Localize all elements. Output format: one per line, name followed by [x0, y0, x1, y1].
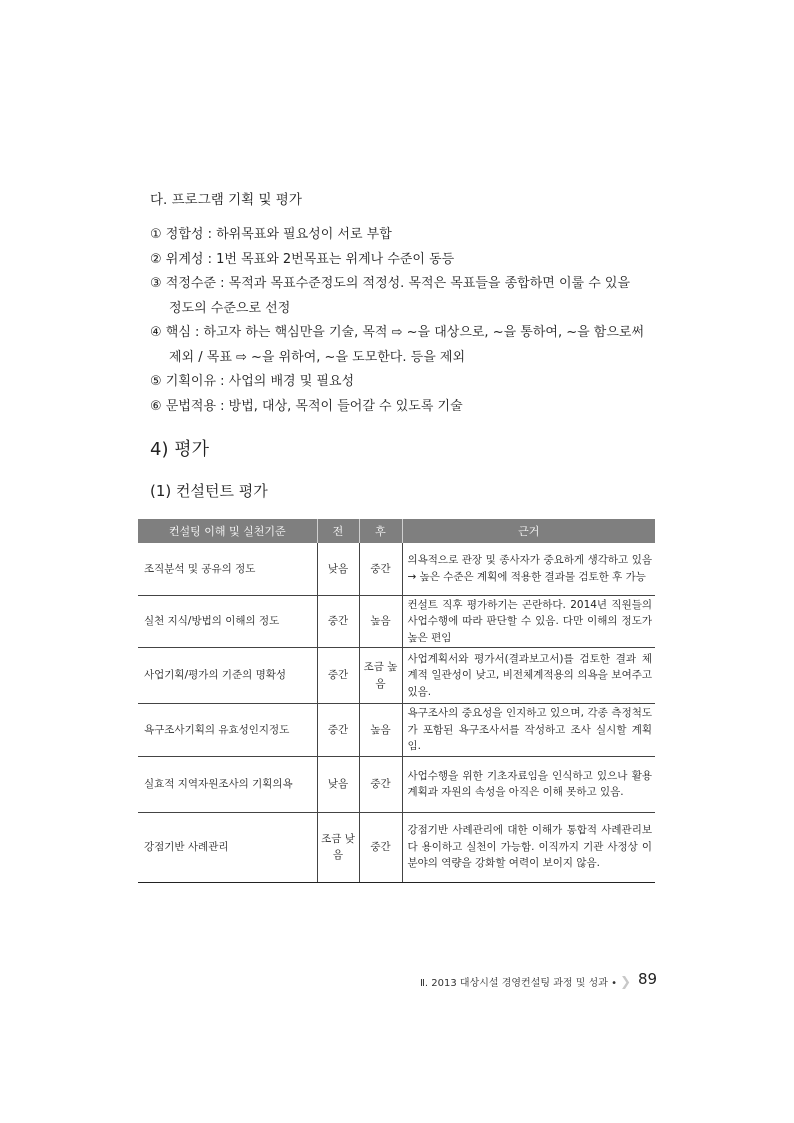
criteria-item-continuation: 제외 / 목표 ⇨ ~을 위하여, ~을 도모한다. 등을 제외: [169, 349, 465, 365]
subsection-title: (1) 컨설턴트 평가: [150, 482, 268, 500]
criterion-cell: 사업기획/평가의 기준의 명확성: [138, 648, 317, 704]
header-basis: 근거: [402, 519, 655, 543]
criteria-item: ④ 핵심 : 하고자 하는 핵심만을 기술, 목적 ⇨ ~을 대상으로, ~을 통하여, ~을 함으로써 제외 / 목표 ⇨ ~을 위하여, ~을 도모한다. 등을 제외: [150, 321, 670, 370]
after-cell: 중간: [359, 756, 402, 812]
header-before: 전: [317, 519, 359, 543]
after-cell: 중간: [359, 812, 402, 882]
criteria-list: [150, 223, 670, 419]
basis-cell: 사업계획서와 평가서(결과보고서)를 검토한 결과 체계적 일관성이 낮고, 비전체계적용의 의욕을 보여주고 있음.: [402, 648, 655, 704]
section-4-title: 4) 평가: [150, 439, 209, 460]
table-row: [138, 595, 655, 648]
table-row: [138, 543, 655, 595]
page-number: 89: [638, 970, 658, 988]
before-cell: 낮음: [317, 543, 359, 595]
criterion-cell: 실효적 지역자원조사의 기획의욕: [138, 756, 317, 812]
basis-cell: 의욕적으로 관장 및 종사자가 중요하게 생각하고 있음 → 높은 수준은 계획에 적용한 결과물 검토한 후 가능: [402, 543, 655, 595]
running-title: Ⅱ. 2013 대상시설 경영컨설팅 과정 및 성과: [420, 978, 608, 989]
criteria-item: ② 위계성 : 1번 목표와 2번목표는 위계나 수준이 동등: [150, 251, 455, 267]
basis-cell: 강점기반 사례관리에 대한 이해가 통합적 사례관리보다 용이하고 실천이 가능함. 이직까지 기관 사정상 이 분야의 역량을 강화할 여력이 보이지 않음.: [402, 812, 655, 882]
criterion-cell: 욕구조사기획의 유효성인지정도: [138, 704, 317, 757]
table-header-row: [138, 519, 655, 543]
table-row: [138, 756, 655, 812]
table-row: [138, 648, 655, 704]
before-cell: 낮음: [317, 756, 359, 812]
criteria-item: ① 정합성 : 하위목표와 필요성이 서로 부합: [150, 227, 392, 242]
before-cell: 중간: [317, 704, 359, 757]
after-cell: 중간: [359, 543, 402, 595]
criterion-cell: 조직분석 및 공유의 정도: [138, 543, 317, 595]
criterion-cell: 강점기반 사례관리: [138, 812, 317, 882]
section-heading: 다. 프로그램 기획 및 평가: [150, 192, 302, 208]
table-row: [138, 812, 655, 882]
criteria-item: ⑥ 문법적용 : 방법, 대상, 목적이 들어갈 수 있도록 기술: [150, 398, 463, 414]
criteria-item: ③ 적정수준 : 목적과 목표수준정도의 적정성. 목적은 목표들을 종합하면 이룰 수 있을 정도의 수준으로 선정: [150, 272, 670, 321]
criteria-item: ⑤ 기획이유 : 사업의 배경 및 필요성: [150, 374, 355, 389]
chevron-right-icon: ❯: [620, 975, 632, 990]
criteria-item-continuation: 정도의 수준으로 선정: [169, 300, 291, 316]
header-after: 후: [359, 519, 402, 543]
after-cell: 높음: [359, 595, 402, 648]
header-criterion: 컨설팅 이해 및 실천기준: [138, 519, 317, 543]
after-cell: 조금 높음: [359, 648, 402, 704]
running-footer: [420, 974, 631, 990]
basis-cell: 사업수행을 위한 기초자료임을 인식하고 있으나 활용계획과 자원의 속성을 아직은 이해 못하고 있음.: [402, 756, 655, 812]
criterion-cell: 실천 지식/방법의 이해의 정도: [138, 595, 317, 648]
bullet-icon: •: [611, 978, 617, 989]
basis-cell: 욕구조사의 중요성을 인지하고 있으며, 각종 측정척도가 포함된 욕구조사서를 작성하고 조사 실시할 계획임.: [402, 704, 655, 757]
before-cell: 중간: [317, 595, 359, 648]
after-cell: 높음: [359, 704, 402, 757]
before-cell: 중간: [317, 648, 359, 704]
consultant-evaluation-table: [138, 519, 655, 883]
table-row: [138, 704, 655, 757]
before-cell: 조금 낮음: [317, 812, 359, 882]
basis-cell: 컨설트 직후 평가하기는 곤란하다. 2014년 직원들의 사업수행에 따라 판단할 수 있음. 다만 이해의 정도가 높은 편임: [402, 595, 655, 648]
